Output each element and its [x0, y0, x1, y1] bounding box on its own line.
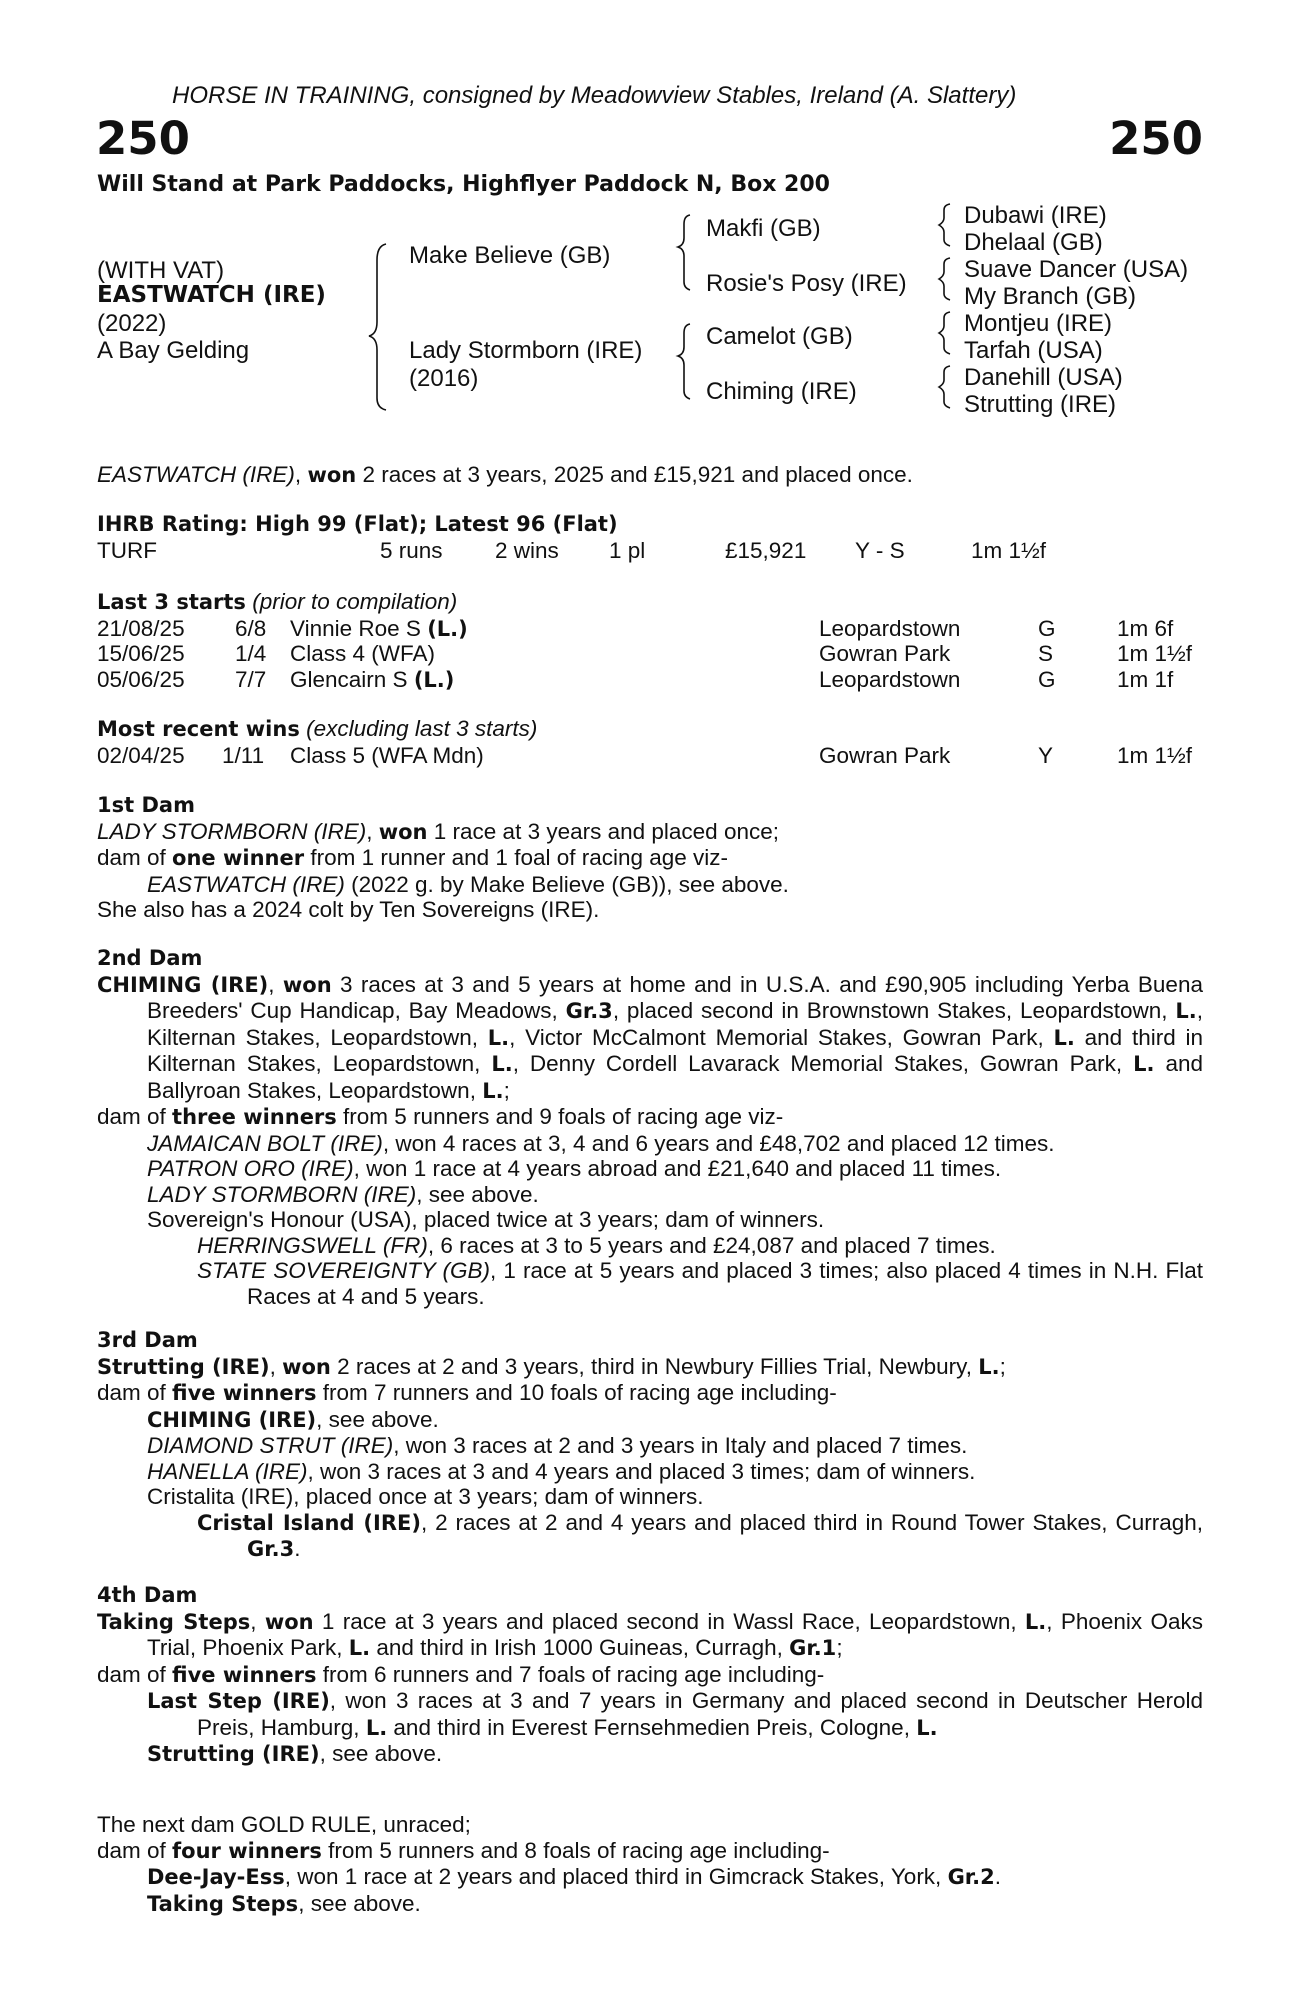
- pedigree-dam-year: (2016): [409, 365, 479, 392]
- start-race-name: Vinnie Roe S: [290, 615, 421, 641]
- bracket-g56: [939, 312, 950, 354]
- win-distance: 1m 1½f: [1117, 742, 1193, 768]
- rating-section: [97, 512, 1203, 563]
- listed-label: L.: [491, 1052, 513, 1076]
- table-row: [97, 616, 1203, 642]
- pedigree-g6: Tarfah (USA): [964, 337, 1103, 364]
- last-starts-note: (prior to compilation): [252, 589, 458, 614]
- pedigree-g4: My Branch (GB): [964, 283, 1137, 310]
- record-text: 1 race at 3 years and placed second in Wassl Race, Leopardstown,: [313, 1608, 1025, 1634]
- vat-label: (WITH VAT): [97, 257, 225, 284]
- first-dam-section: [97, 793, 1203, 923]
- progeny-record: , won 4 races at 3, 4 and 6 years and £48,702 and placed 12 times.: [382, 1130, 1055, 1156]
- listed-label: L.: [365, 1715, 388, 1740]
- listed-label: L.: [1024, 1609, 1047, 1634]
- winners-count: five winners: [172, 1381, 317, 1405]
- listed-label: L.: [916, 1715, 938, 1740]
- race-summary: EASTWATCH (IRE), won 2 races at 3 years, 2025 and £15,921 and placed once.: [97, 462, 913, 487]
- won-label: won: [264, 1609, 314, 1634]
- fourth-dam-name: Taking Steps: [97, 1609, 251, 1634]
- start-race: [290, 667, 454, 694]
- progeny-name: Strutting (IRE): [147, 1742, 320, 1766]
- bracket-sire: [678, 215, 690, 290]
- listed-label: L.: [348, 1636, 371, 1660]
- recent-wins-note: (excluding last 3 starts): [306, 716, 538, 741]
- won-label: won: [282, 972, 332, 997]
- progeny-record: , won 1 race at 2 years and placed third in Gimcrack Stakes, York,: [284, 1864, 948, 1889]
- record-text: ;: [503, 1077, 510, 1103]
- pedigree-brackets: [0, 0, 1315, 440]
- bracket-dam: [678, 324, 690, 399]
- progeny-name: Cristal Island (IRE): [197, 1510, 421, 1535]
- bracket-g34: [939, 258, 950, 300]
- listed-label: L.: [1053, 1025, 1075, 1050]
- progeny-name: STATE SOVEREIGNTY (GB): [197, 1258, 491, 1283]
- pedigree-sire-dam: Rosie's Posy (IRE): [706, 270, 907, 297]
- listed-label: L.: [1175, 999, 1197, 1023]
- rating-surface: TURF: [97, 537, 157, 563]
- start-date: 21/08/25: [97, 615, 185, 641]
- separator: ,: [269, 1353, 283, 1379]
- grade-label: Gr.3: [247, 1537, 295, 1561]
- last-starts-section: [97, 589, 1203, 692]
- summary-text: 2 races at 3 years, 2025 and £15,921 and placed once.: [356, 462, 913, 487]
- rating-wins: 2 wins: [495, 537, 559, 563]
- dam-of-label: dam of: [97, 1661, 173, 1687]
- pedigree-g8: Strutting (IRE): [964, 391, 1117, 418]
- first-dam-name: LADY STORMBORN (IRE): [97, 818, 367, 844]
- bracket-g12: [939, 204, 950, 246]
- start-course: Leopardstown: [819, 666, 961, 692]
- dam-of-label: dam of: [97, 1104, 173, 1129]
- progeny-name: HANELLA (IRE): [147, 1458, 308, 1484]
- start-race-grade: (L.): [413, 667, 455, 692]
- progeny-entry: Sovereign's Honour (USA), placed twice at 3 years; dam of winners.: [147, 1207, 825, 1232]
- rating-heading: IHRB Rating: High 99 (Flat); Latest 96 (Flat): [97, 512, 618, 536]
- progeny-record: , won 3 races at 2 and 3 years in Italy and placed 7 times.: [393, 1433, 968, 1458]
- record-text: and third in Everest Fernsehmedien Preis, Cologne,: [387, 1714, 917, 1740]
- pedigree-g7: Danehill (USA): [964, 364, 1123, 391]
- progeny-record: , 6 races at 3 to 5 years and £24,087 and placed 7 times.: [427, 1232, 996, 1258]
- foals-text: from 5 runners and 8 foals of racing age including-: [321, 1837, 830, 1863]
- start-going: G: [1038, 615, 1056, 641]
- second-dam-heading: 2nd Dam: [97, 946, 203, 970]
- stand-location: Will Stand at Park Paddocks, Highflyer Paddock N, Box 200: [97, 172, 830, 197]
- first-dam-record: 1 race at 3 years and placed once;: [427, 818, 779, 844]
- progeny-record: , won 1 race at 4 years abroad and £21,640 and placed 11 times.: [353, 1156, 1002, 1181]
- table-row: [97, 743, 1203, 769]
- dam-of-label: dam of: [97, 1380, 173, 1405]
- winners-count: five winners: [172, 1662, 317, 1687]
- third-dam-section: [97, 1328, 1203, 1563]
- record-text: , placed second in Brownstown Stakes, Leopardstown,: [612, 998, 1176, 1023]
- record-text: 2 races at 2 and 3 years, third in Newbury Fillies Trial, Newbury,: [330, 1353, 979, 1379]
- foals-text: from 6 runners and 7 foals of racing age including-: [316, 1661, 825, 1687]
- rating-distance: 1m 1½f: [971, 537, 1047, 563]
- consignment-line: HORSE IN TRAINING, consigned by Meadowview Stables, Ireland (A. Slattery): [172, 82, 1017, 109]
- pedigree-dam-sire: Camelot (GB): [706, 323, 853, 350]
- progeny-record: , 2 races at 2 and 4 years and placed third in Round Tower Stakes, Curragh,: [420, 1509, 1203, 1535]
- second-dam-record: [97, 972, 1203, 1105]
- won-label: won: [378, 819, 428, 844]
- pedigree-sire: Make Believe (GB): [409, 242, 611, 269]
- win-race: Class 5 (WFA Mdn): [290, 742, 484, 768]
- horse-description: A Bay Gelding: [97, 337, 250, 364]
- separator: ,: [366, 818, 379, 844]
- foals-text: from 1 runner and 1 foal of racing age viz-: [304, 845, 729, 870]
- start-race: [290, 641, 435, 667]
- start-race-name: Class 4 (WFA): [290, 641, 436, 666]
- start-position: 1/4: [235, 641, 267, 666]
- start-course: Leopardstown: [819, 615, 961, 641]
- lot-number-left: 250: [96, 112, 190, 165]
- pedigree-sire-sire: Makfi (GB): [706, 215, 821, 242]
- start-date: 15/06/25: [97, 641, 185, 666]
- start-distance: 1m 1½f: [1117, 641, 1193, 666]
- pedigree-dam-dam: Chiming (IRE): [706, 378, 857, 405]
- start-date: 05/06/25: [97, 666, 185, 692]
- winners-count: one winner: [172, 846, 305, 870]
- won-label: won: [282, 1354, 331, 1379]
- record-text: , Denny Cordell Lavarack Memorial Stakes, Gowran Park,: [512, 1051, 1134, 1076]
- bracket-main: [369, 244, 386, 410]
- progeny-name: PATRON ORO (IRE): [147, 1156, 354, 1181]
- summary-won: won: [307, 463, 357, 487]
- separator: ,: [268, 971, 283, 997]
- start-distance: 1m 1f: [1117, 666, 1174, 692]
- third-dam-heading: 3rd Dam: [97, 1328, 198, 1352]
- record-text: .: [994, 1864, 1002, 1889]
- win-course: Gowran Park: [819, 742, 951, 768]
- next-dam-line: The next dam GOLD RULE, unraced;: [97, 1812, 471, 1837]
- record-text: , Kilternan Stakes, Leopardstown,: [147, 998, 1203, 1050]
- pedigree-g2: Dhelaal (GB): [964, 229, 1103, 256]
- pedigree-g5: Montjeu (IRE): [964, 310, 1113, 337]
- progeny-name: Last Step (IRE): [147, 1689, 330, 1713]
- grade-label: Gr.3: [565, 999, 613, 1023]
- progeny-record: , see above.: [298, 1890, 421, 1916]
- win-position: 1/11: [222, 742, 265, 768]
- table-row: [97, 641, 1203, 667]
- next-dam-section: [97, 1812, 1203, 1917]
- progeny-name: CHIMING (IRE): [147, 1407, 317, 1432]
- recent-wins-section: [97, 716, 1203, 768]
- second-dam-name: CHIMING (IRE): [97, 972, 269, 997]
- start-race-name: Glencairn S: [290, 666, 408, 692]
- first-dam-heading: 1st Dam: [97, 793, 195, 817]
- dam-of-label: dam of: [97, 845, 173, 870]
- record-text: , Phoenix Oaks Trial, Phoenix Park,: [147, 1608, 1203, 1660]
- progeny-record: , won 3 races at 3 and 4 years and placed 3 times; dam of winners.: [307, 1458, 976, 1484]
- start-going: G: [1038, 666, 1056, 692]
- progeny-name: Dee-Jay-Ess: [147, 1865, 285, 1889]
- record-text: and third in Irish 1000 Guineas, Curragh,: [370, 1635, 790, 1660]
- progeny-name: JAMAICAN BOLT (IRE): [147, 1130, 383, 1156]
- horse-name: EASTWATCH (IRE): [97, 282, 326, 308]
- last-starts-heading: Last 3 starts: [97, 590, 246, 614]
- foals-text: from 7 runners and 10 foals of racing age including-: [316, 1380, 837, 1405]
- winners-count: three winners: [172, 1105, 337, 1129]
- record-text: , Victor McCalmont Memorial Stakes, Gowran Park,: [509, 1024, 1054, 1050]
- start-race-grade: (L.): [427, 616, 468, 641]
- start-course: Gowran Park: [819, 641, 951, 666]
- record-text: .: [294, 1536, 301, 1561]
- rating-placed: 1 pl: [609, 537, 646, 563]
- listed-label: L.: [482, 1078, 504, 1103]
- progeny-record: , 1 race at 5 years and placed 3 times; also placed 4 times in N.H. Flat Races at 4 and 5 years.: [247, 1258, 1203, 1309]
- pedigree-g3: Suave Dancer (USA): [964, 256, 1189, 283]
- pedigree-g1: Dubawi (IRE): [964, 202, 1107, 229]
- win-going: Y: [1038, 742, 1054, 768]
- start-position: 7/7: [235, 666, 267, 692]
- progeny-record: (2022 g. by Make Believe (GB)), see above.: [344, 871, 789, 897]
- rating-going: Y - S: [855, 537, 905, 563]
- progeny-name: Taking Steps: [147, 1891, 299, 1916]
- record-text: and third in Kilternan Stakes, Leopardstown,: [147, 1024, 1204, 1076]
- separator: ,: [250, 1608, 265, 1634]
- rating-earnings: £15,921: [725, 537, 807, 563]
- progeny-name: DIAMOND STRUT (IRE): [147, 1433, 394, 1458]
- progeny-name: EASTWATCH (IRE): [147, 871, 345, 897]
- listed-label: L.: [978, 1354, 1000, 1379]
- progeny-name: HERRINGSWELL (FR): [197, 1232, 428, 1258]
- grade-label: Gr.2: [947, 1865, 995, 1889]
- record-text: ;: [999, 1353, 1006, 1379]
- grade-label: Gr.1: [789, 1636, 837, 1660]
- first-dam-note: She also has a 2024 colt by Ten Sovereigns (IRE).: [97, 897, 600, 922]
- summary-horse-name: EASTWATCH (IRE): [97, 462, 295, 487]
- record-text: 3 races at 3 and 5 years at home and in U.S.A. and £90,905 including Yerba Buena Breeders' Cup Handicap, Bay Meadows,: [147, 971, 1203, 1023]
- progeny-record: , see above.: [319, 1741, 443, 1766]
- progeny-record: , see above.: [416, 1181, 539, 1207]
- record-text: ;: [836, 1635, 843, 1660]
- rating-turf-row: [97, 538, 1203, 564]
- start-going: S: [1038, 641, 1054, 666]
- pedigree-dam: Lady Stormborn (IRE): [409, 337, 643, 364]
- start-race: [290, 616, 468, 643]
- progeny-entry: Cristalita (IRE), placed once at 3 years; dam of winners.: [147, 1484, 704, 1509]
- win-date: 02/04/25: [97, 742, 185, 768]
- recent-wins-heading: Most recent wins: [97, 717, 300, 741]
- start-position: 6/8: [235, 615, 267, 641]
- progeny-record: , won 3 races at 3 and 7 years in Germany and placed second in Deutscher Herold Preis, Hamburg,: [197, 1688, 1203, 1740]
- winners-count: four winners: [172, 1838, 322, 1863]
- rating-runs: 5 runs: [380, 537, 443, 563]
- progeny-name: LADY STORMBORN (IRE): [147, 1181, 417, 1207]
- table-row: [97, 667, 1203, 693]
- dam-of-label: dam of: [97, 1837, 173, 1863]
- third-dam-name: Strutting (IRE): [97, 1354, 270, 1379]
- listed-label: L.: [1133, 1052, 1155, 1076]
- start-distance: 1m 6f: [1117, 615, 1174, 641]
- foals-text: from 5 runners and 9 foals of racing age viz-: [336, 1104, 784, 1129]
- bracket-g78: [939, 366, 950, 408]
- horse-year: (2022): [97, 310, 167, 337]
- progeny-record: , see above.: [316, 1406, 439, 1432]
- fourth-dam-heading: 4th Dam: [97, 1583, 198, 1607]
- record-text: and Ballyroan Stakes, Leopardstown,: [147, 1051, 1204, 1103]
- lot-number-right: 250: [1109, 112, 1203, 165]
- listed-label: L.: [487, 1025, 510, 1050]
- fourth-dam-section: [97, 1583, 1203, 1768]
- second-dam-section: [97, 946, 1203, 1309]
